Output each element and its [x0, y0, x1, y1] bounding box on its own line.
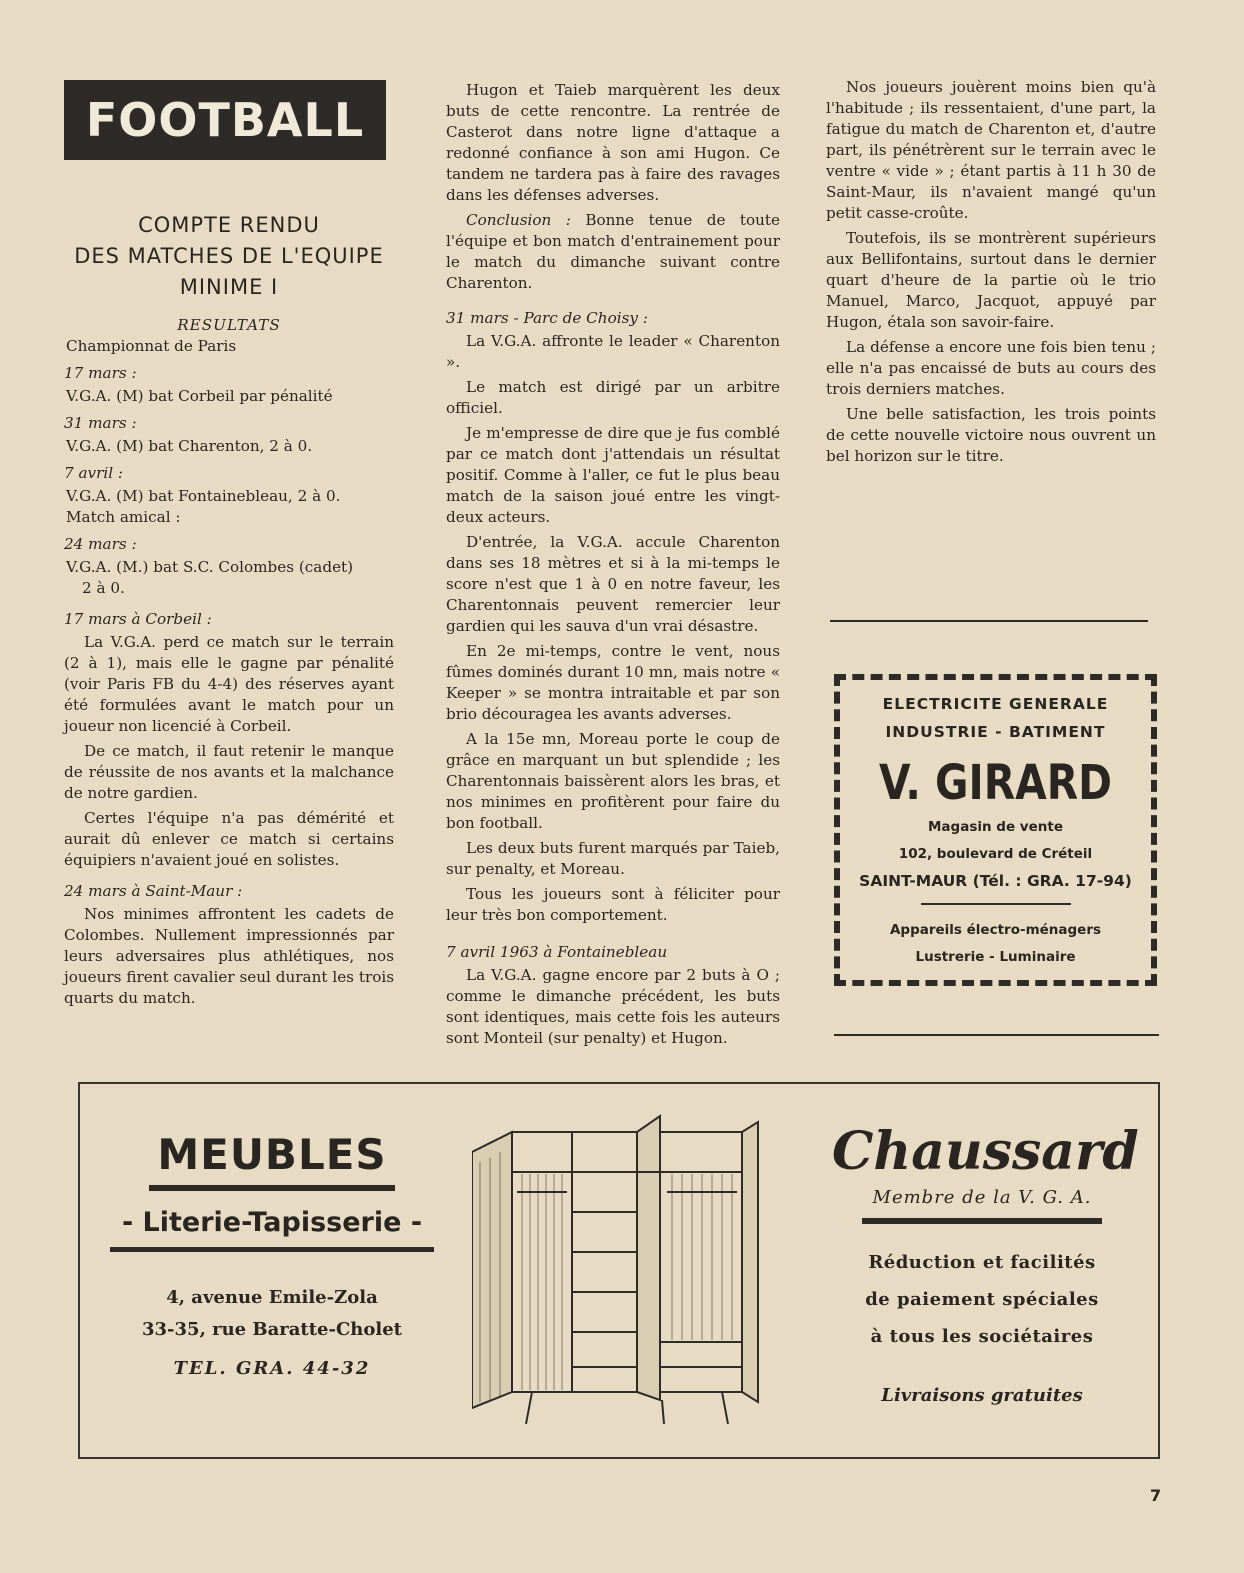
conclusion-text: Bonne tenue de toute l'équipe et bon match d'entrainement pour le match du dimanche suivant contre Charenton. [446, 211, 781, 292]
choisy-paragraph: Le match est dirigé par un arbitre officiel. [446, 378, 780, 417]
chaussard-delivery: Livraisons gratuites [881, 1385, 1083, 1406]
girard-shop: Magasin de vente [928, 819, 1063, 835]
chaussard-promo: de paiement spéciales [865, 1289, 1099, 1310]
fontainebleau-paragraph: Nos joueurs jouèrent moins bien qu'à l'habitude ; ils ressentaient, d'une part, la fatigue du match de Charenton et, d'autre part, ils pénétrèrent sur le terrain avec le ventre « vide » ; étant partis à 11 h 30 de Saint-Maur, ils n'avaient mangé qu'un petit casse-croûte. [826, 78, 1156, 222]
girard-line2: INDUSTRIE - BATIMENT [885, 723, 1106, 741]
fontainebleau-date: 7 avril 1963 à Fontainebleau [446, 943, 668, 961]
girard-lighting: Lustrerie - Luminaire [915, 949, 1076, 965]
column-1 [64, 80, 394, 1013]
result-text: V.G.A. (M) bat Fontainebleau, 2 à 0. [66, 487, 341, 505]
meubles-address: 4, avenue Emile-Zola [166, 1287, 378, 1308]
saint-maur-date: 24 mars à Saint-Maur : [64, 882, 243, 900]
choisy-paragraph: Les deux buts furent marqués par Taieb, sur penalty, et Moreau. [446, 839, 780, 878]
chaussard-brand: Chaussard [832, 1121, 1139, 1182]
divider [834, 1034, 1159, 1036]
choisy-paragraph: D'entrée, la V.G.A. accule Charenton dans ses 18 mètres et si à la mi-temps le score n'est que 1 à 0 en notre faveur, les Charentonnais peuvent remercier leur gardien qui les sauva d'un vrai désastre. [446, 533, 780, 635]
girard-street: 102, boulevard de Créteil [898, 846, 1093, 862]
chaussard-advert [832, 1120, 1139, 1406]
championship-label: Championnat de Paris [66, 337, 237, 355]
wardrobe-illustration [472, 1112, 762, 1428]
saint-maur-paragraph: Hugon et Taieb marquèrent les deux buts de cette rencontre. La rentrée de Casterot dans notre ligne d'attaque a redonné confiance à son ami Hugon. Ce tandem ne tardera pas à faire des ravages dans les défenses adverses. [446, 81, 780, 204]
choisy-paragraph: En 2e mi-temps, contre le vent, nous fûmes dominés durant 10 mn, mais notre « Keeper » se montra intraitable et par son brio découragea les avants adverses. [446, 642, 780, 723]
choisy-paragraph: Tous les joueurs sont à féliciter pour leur très bon comportement. [446, 885, 780, 924]
meubles-title: MEUBLES [157, 1130, 387, 1179]
corbeil-paragraph: Certes l'équipe n'a pas démérité et aurait dû enlever ce match si certains équipiers n'avaient joué en solistes. [64, 809, 394, 869]
page-number: 7 [1150, 1486, 1162, 1505]
friendly-label: Match amical : [66, 508, 181, 526]
result-date: 24 mars : [64, 535, 137, 553]
conclusion-paragraph [446, 210, 780, 294]
fontainebleau-paragraph: La défense a encore une fois bien tenu ; elle n'a pas encaissé de buts au cours des trois derniers matches. [826, 338, 1156, 398]
conclusion-label: Conclusion : [466, 211, 571, 229]
bottom-advert [78, 1082, 1160, 1459]
result-date: 7 avril : [64, 464, 124, 482]
result-text: V.G.A. (M) bat Corbeil par pénalité [66, 387, 333, 405]
girard-advert [834, 674, 1157, 986]
girard-name: V. GIRARD [879, 755, 1112, 811]
girard-city: SAINT-MAUR (Tél. : GRA. 17-94) [859, 872, 1132, 890]
wardrobe-door-left [472, 1132, 512, 1408]
choisy-paragraph: Je m'empresse de dire que je fus comblé par ce match dont j'attendais un résultat positif. Comme à l'aller, ce fut le plus beau match de la saison joué entre les vingt-deux acteurs. [446, 424, 780, 526]
wardrobe-door-middle [637, 1116, 660, 1400]
girard-line1: ELECTRICITE GENERALE [882, 695, 1109, 713]
result-text: V.G.A. (M) bat Charenton, 2 à 0. [66, 437, 313, 455]
corbeil-paragraph: La V.G.A. perd ce match sur le terrain (2 à 1), mais elle le gagne par pénalité (voir Paris FB du 4-4) des réserves ayant été formulées avant le match pour un joueur non licencié à Corbeil. [64, 633, 394, 735]
result-date: 17 mars : [64, 364, 137, 382]
fontainebleau-paragraph: Une belle satisfaction, les trois points de cette nouvelle victoire nous ouvrent un bel horizon sur le titre. [826, 405, 1156, 465]
column-2 [446, 80, 780, 1053]
football-heading: FOOTBALL [64, 80, 386, 160]
fontainebleau-paragraph: La V.G.A. gagne encore par 2 buts à O ; comme le dimanche précédent, les buts sont identiques, mais cette fois les auteurs sont Monteil (sur penalty) et Hugon. [446, 966, 780, 1047]
divider [830, 620, 1148, 622]
choisy-paragraph: A la 15e mn, Moreau porte le coup de grâce en marquant un but splendide ; les Charentonnais baissèrent alors les bras, et nos minimes en profitèrent pour faire du bon football. [446, 730, 780, 832]
result-date: 31 mars : [64, 414, 137, 432]
resultats-label: RESULTATS [177, 316, 281, 334]
divider [149, 1185, 395, 1191]
chaussard-promo: Réduction et facilités [868, 1252, 1096, 1273]
result-text: V.G.A. (M.) bat S.C. Colombes (cadet) [66, 558, 354, 576]
meubles-address: 33-35, rue Baratte-Cholet [142, 1319, 402, 1340]
choisy-paragraph: La V.G.A. affronte le leader « Charenton ». [446, 332, 780, 371]
corbeil-date: 17 mars à Corbeil : [64, 610, 212, 628]
chaussard-member: Membre de la V. G. A. [872, 1187, 1092, 1208]
wardrobe-door-right [742, 1122, 758, 1402]
divider [921, 903, 1071, 905]
corbeil-paragraph: De ce match, il faut retenir le manque de réussite de nos avants et la malchance de notre gardien. [64, 742, 394, 802]
meubles-subtitle: - Literie-Tapisserie - [121, 1207, 423, 1238]
saint-maur-paragraph: Nos minimes affrontent les cadets de Colombes. Nullement impressionnés par leurs adversaires plus athlétiques, nos joueurs firent cavalier seul durant les trois quarts du match. [64, 905, 394, 1007]
fontainebleau-paragraph: Toutefois, ils se montrèrent supérieurs aux Bellifontains, surtout dans le dernier quart d'heure de la partie où le trio Manuel, Marco, Jacquot, appuyé par Hugon, étala son savoir-faire. [826, 229, 1156, 331]
meubles-tel: TEL. GRA. 44-32 [173, 1358, 371, 1379]
chaussard-promo: à tous les sociétaires [870, 1326, 1094, 1347]
report-title: COMPTE RENDU DES MATCHES DE L'EQUIPE MINIME I [74, 213, 384, 299]
meubles-advert [107, 1129, 437, 1379]
divider [862, 1218, 1102, 1224]
girard-products: Appareils électro-ménagers [889, 922, 1102, 938]
result-score: 2 à 0. [82, 579, 125, 597]
column-3 [826, 77, 1156, 471]
choisy-date: 31 mars - Parc de Choisy : [446, 309, 648, 327]
divider [110, 1247, 434, 1252]
